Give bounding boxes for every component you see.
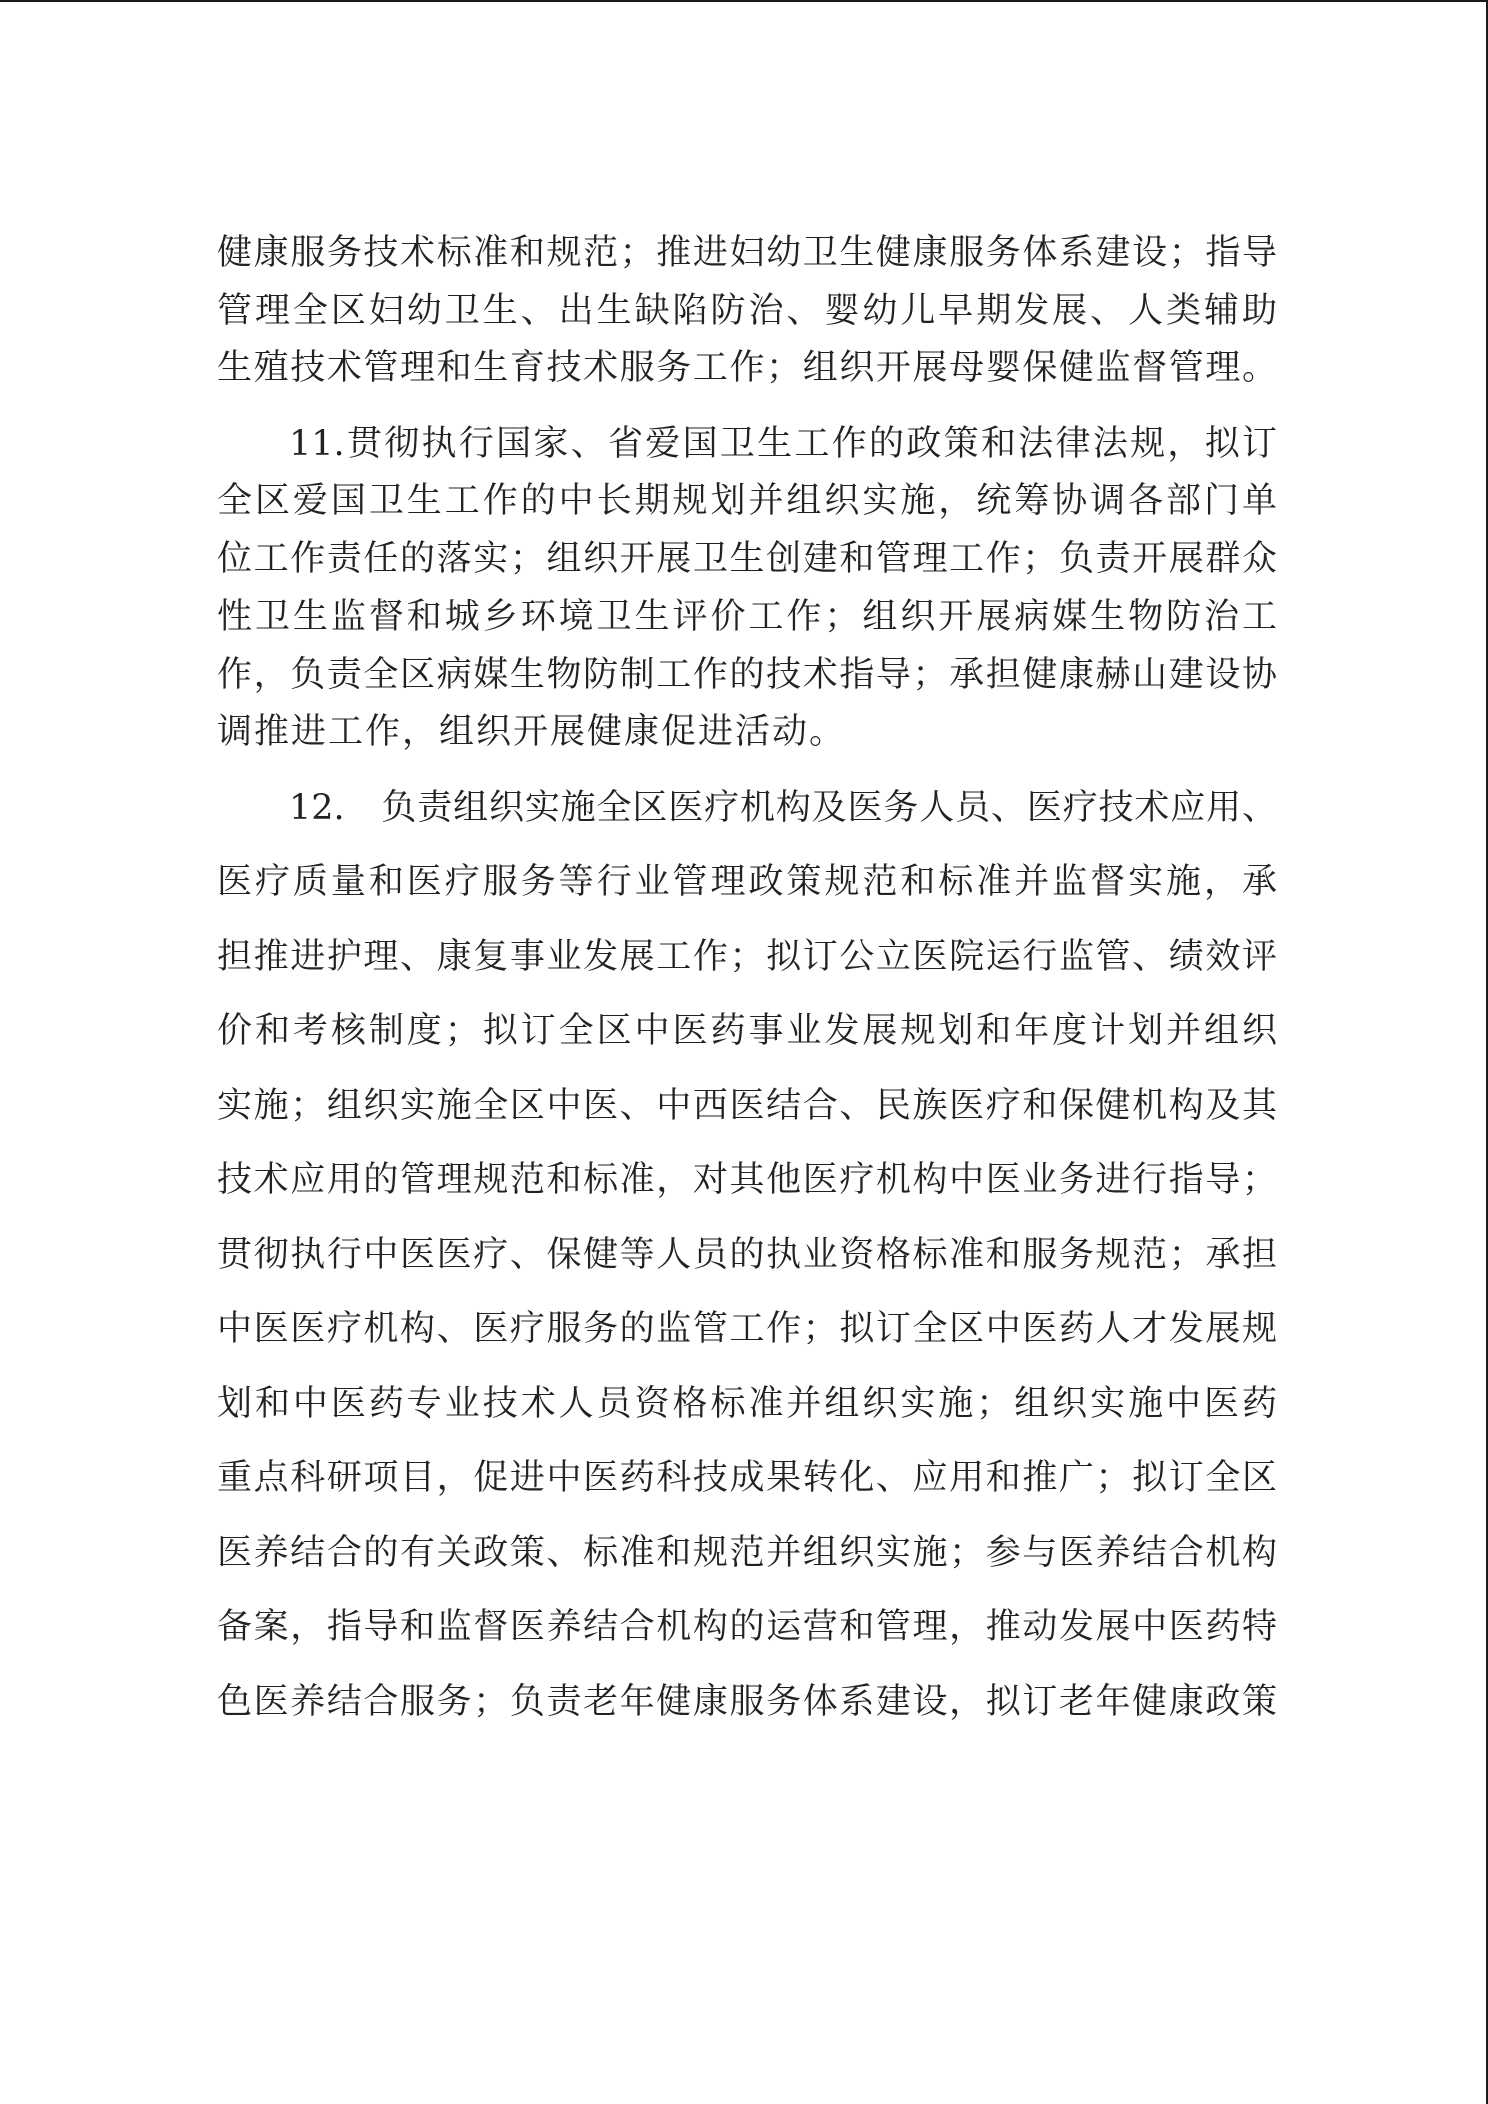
text-line: 重点科研项目，促进中医药科技成果转化、应用和推广；拟订全区 [217, 1458, 1277, 1498]
text-line: 中医医疗机构、医疗服务的监管工作；拟订全区中医药人才发展规 [217, 1309, 1277, 1349]
text-line: 划和中医药专业技术人员资格标准并组织实施；组织实施中医药 [217, 1384, 1277, 1424]
text-line: 11.贯彻执行国家、省爱国卫生工作的政策和法律法规，拟订 [289, 424, 1277, 464]
text-line: 实施；组织实施全区中医、中西医结合、民族医疗和保健机构及其 [217, 1086, 1277, 1126]
text-line: 医养结合的有关政策、标准和规范并组织实施；参与医养结合机构 [217, 1533, 1277, 1573]
text-line: 医疗质量和医疗服务等行业管理政策规范和标准并监督实施，承 [217, 862, 1277, 902]
text-line: 作，负责全区病媒生物防制工作的技术指导；承担健康赫山建设协 [217, 655, 1277, 695]
text-line: 色医养结合服务；负责老年健康服务体系建设，拟订老年健康政策 [217, 1682, 1277, 1722]
text-line: 位工作责任的落实；组织开展卫生创建和管理工作；负责开展群众 [217, 539, 1277, 579]
text-line: 调推进工作，组织开展健康促进活动。 [217, 712, 847, 752]
text-line: 管理全区妇幼卫生、出生缺陷防治、婴幼儿早期发展、人类辅助 [217, 291, 1277, 331]
text-line: 技术应用的管理规范和标准，对其他医疗机构中医业务进行指导； [217, 1160, 1277, 1200]
text-line: 性卫生监督和城乡环境卫生评价工作；组织开展病媒生物防治工 [217, 597, 1277, 637]
text-line: 贯彻执行中医医疗、保健等人员的执业资格标准和服务规范；承担 [217, 1235, 1277, 1275]
text-line: 担推进护理、康复事业发展工作；拟订公立医院运行监管、绩效评 [217, 937, 1277, 977]
text-line: 健康服务技术标准和规范；推进妇幼卫生健康服务体系建设；指导 [217, 233, 1277, 273]
text-line: 生殖技术管理和生育技术服务工作；组织开展母婴保健监督管理。 [217, 348, 1277, 388]
text-line: 备案，指导和监督医养结合机构的运营和管理，推动发展中医药特 [217, 1607, 1277, 1647]
text-line: 全区爱国卫生工作的中长期规划并组织实施，统筹协调各部门单 [217, 481, 1277, 521]
text-line: 价和考核制度；拟订全区中医药事业发展规划和年度计划并组织 [217, 1011, 1277, 1051]
text-line: 12. 负责组织实施全区医疗机构及医务人员、医疗技术应用、 [289, 788, 1277, 828]
